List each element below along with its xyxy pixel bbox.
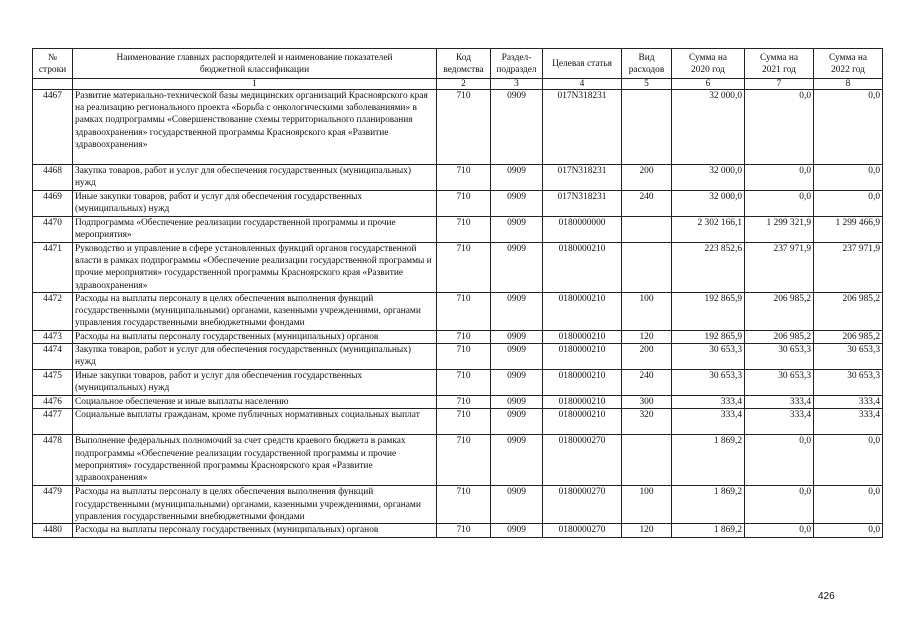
sum-2022-cell: 237 971,9 bbox=[814, 243, 883, 293]
table-row bbox=[33, 435, 883, 486]
sum-2020-cell: 30 653,3 bbox=[672, 344, 745, 370]
target-article-cell: 0180000210 bbox=[543, 370, 622, 396]
section-cell: 0909 bbox=[491, 90, 543, 165]
target-article-cell: 017N318231 bbox=[543, 191, 622, 217]
name-cell: Иные закупки товаров, работ и услуг для обеспечения государственных (муниципальных) нужд bbox=[73, 370, 437, 396]
sum-2021-cell: 30 653,3 bbox=[745, 344, 814, 370]
sum-2022-cell: 206 985,2 bbox=[814, 331, 883, 344]
table-row bbox=[33, 486, 883, 524]
sum-2022-cell: 30 653,3 bbox=[814, 370, 883, 396]
section-cell: 0909 bbox=[491, 486, 543, 524]
row-number-cell: 4468 bbox=[33, 165, 73, 191]
sum-2022-cell: 333,4 bbox=[814, 409, 883, 435]
section-cell: 0909 bbox=[491, 409, 543, 435]
table-row bbox=[33, 396, 883, 409]
sum-2022-cell: 30 653,3 bbox=[814, 344, 883, 370]
sum-2021-cell: 206 985,2 bbox=[745, 331, 814, 344]
sum-2021-cell: 0,0 bbox=[745, 90, 814, 165]
section-cell: 0909 bbox=[491, 435, 543, 486]
department-code-cell: 710 bbox=[437, 409, 491, 435]
table-header bbox=[33, 49, 883, 90]
sum-2021-cell: 0,0 bbox=[745, 435, 814, 486]
name-cell: Расходы на выплаты персоналу в целях обеспечения выполнения функций государственными (муниципальными) органами, казенными учреждениями, органами управления государственными внебюджетными фондами bbox=[73, 486, 437, 524]
sum-2021-cell: 0,0 bbox=[745, 191, 814, 217]
expense-type-cell bbox=[622, 217, 672, 243]
expense-type-cell: 100 bbox=[622, 293, 672, 331]
target-article-cell: 017N318231 bbox=[543, 165, 622, 191]
column-number bbox=[33, 79, 73, 90]
expense-type-cell: 100 bbox=[622, 486, 672, 524]
sum-2020-cell: 1 869,2 bbox=[672, 524, 745, 537]
target-article-cell: 0180000210 bbox=[543, 243, 622, 293]
row-number-cell: 4479 bbox=[33, 486, 73, 524]
expense-type-cell bbox=[622, 435, 672, 486]
column-number: 3 bbox=[491, 79, 543, 90]
row-number-cell: 4473 bbox=[33, 331, 73, 344]
department-code-cell: 710 bbox=[437, 90, 491, 165]
section-cell: 0909 bbox=[491, 191, 543, 217]
column-number: 1 bbox=[73, 79, 437, 90]
expense-type-cell: 320 bbox=[622, 409, 672, 435]
row-number-cell: 4477 bbox=[33, 409, 73, 435]
sum-2020-cell: 192 865,9 bbox=[672, 293, 745, 331]
section-cell: 0909 bbox=[491, 524, 543, 537]
row-number-cell: 4478 bbox=[33, 435, 73, 486]
expense-type-cell: 300 bbox=[622, 396, 672, 409]
row-number-cell: 4471 bbox=[33, 243, 73, 293]
department-code-cell: 710 bbox=[437, 524, 491, 537]
sum-2022-cell: 0,0 bbox=[814, 435, 883, 486]
sum-2020-cell: 1 869,2 bbox=[672, 435, 745, 486]
table-row bbox=[33, 331, 883, 344]
sum-2022-cell: 0,0 bbox=[814, 524, 883, 537]
table-row bbox=[33, 370, 883, 396]
row-number-cell: 4480 bbox=[33, 524, 73, 537]
column-number-row bbox=[33, 79, 883, 90]
header-department-code: Код ведомства bbox=[437, 49, 491, 79]
department-code-cell: 710 bbox=[437, 486, 491, 524]
section-cell: 0909 bbox=[491, 165, 543, 191]
column-number: 4 bbox=[543, 79, 622, 90]
section-cell: 0909 bbox=[491, 396, 543, 409]
expense-type-cell bbox=[622, 90, 672, 165]
header-row-number: № строки bbox=[33, 49, 73, 79]
sum-2022-cell: 0,0 bbox=[814, 191, 883, 217]
header-target-article: Целевая статья bbox=[543, 49, 622, 79]
row-number-cell: 4476 bbox=[33, 396, 73, 409]
header-name: Наименование главных распорядителей и наименование показателей бюджетной классификации bbox=[73, 49, 437, 79]
sum-2021-cell: 1 299 321,9 bbox=[745, 217, 814, 243]
header-row bbox=[33, 49, 883, 79]
department-code-cell: 710 bbox=[437, 293, 491, 331]
row-number-cell: 4467 bbox=[33, 90, 73, 165]
column-number: 6 bbox=[672, 79, 745, 90]
target-article-cell: 0180000210 bbox=[543, 396, 622, 409]
department-code-cell: 710 bbox=[437, 217, 491, 243]
sum-2020-cell: 32 000,0 bbox=[672, 191, 745, 217]
department-code-cell: 710 bbox=[437, 191, 491, 217]
target-article-cell: 0180000210 bbox=[543, 409, 622, 435]
sum-2022-cell: 1 299 466,9 bbox=[814, 217, 883, 243]
name-cell: Руководство и управление в сфере установленных функций органов государственной власти в рамках подпрограммы «Обеспечение реализации государственной программы и прочие мероприятия» государственной программы Красноярского края «Развитие здравоохранения» bbox=[73, 243, 437, 293]
sum-2021-cell: 0,0 bbox=[745, 165, 814, 191]
section-cell: 0909 bbox=[491, 370, 543, 396]
sum-2021-cell: 0,0 bbox=[745, 486, 814, 524]
target-article-cell: 0180000210 bbox=[543, 331, 622, 344]
sum-2020-cell: 333,4 bbox=[672, 396, 745, 409]
section-cell: 0909 bbox=[491, 344, 543, 370]
sum-2022-cell: 333,4 bbox=[814, 396, 883, 409]
expense-type-cell: 240 bbox=[622, 191, 672, 217]
table-row bbox=[33, 217, 883, 243]
department-code-cell: 710 bbox=[437, 165, 491, 191]
target-article-cell: 017N318231 bbox=[543, 90, 622, 165]
sum-2022-cell: 0,0 bbox=[814, 90, 883, 165]
section-cell: 0909 bbox=[491, 243, 543, 293]
table-row bbox=[33, 293, 883, 331]
target-article-cell: 0180000210 bbox=[543, 344, 622, 370]
budget-table bbox=[32, 48, 883, 538]
expense-type-cell: 120 bbox=[622, 524, 672, 537]
department-code-cell: 710 bbox=[437, 243, 491, 293]
name-cell: Расходы на выплаты персоналу государственных (муниципальных) органов bbox=[73, 524, 437, 537]
header-expense-type: Вид расходов bbox=[622, 49, 672, 79]
target-article-cell: 0180000270 bbox=[543, 524, 622, 537]
name-cell: Иные закупки товаров, работ и услуг для обеспечения государственных (муниципальных) нужд bbox=[73, 191, 437, 217]
expense-type-cell bbox=[622, 243, 672, 293]
expense-type-cell: 200 bbox=[622, 344, 672, 370]
header-sum-2021: Сумма на 2021 год bbox=[745, 49, 814, 79]
department-code-cell: 710 bbox=[437, 435, 491, 486]
sum-2021-cell: 333,4 bbox=[745, 396, 814, 409]
target-article-cell: 0180000210 bbox=[543, 293, 622, 331]
sum-2020-cell: 333,4 bbox=[672, 409, 745, 435]
row-number-cell: 4474 bbox=[33, 344, 73, 370]
sum-2020-cell: 192 865,9 bbox=[672, 331, 745, 344]
sum-2022-cell: 0,0 bbox=[814, 486, 883, 524]
sum-2021-cell: 30 653,3 bbox=[745, 370, 814, 396]
department-code-cell: 710 bbox=[437, 331, 491, 344]
table-row bbox=[33, 243, 883, 293]
column-number: 2 bbox=[437, 79, 491, 90]
table-row bbox=[33, 165, 883, 191]
section-cell: 0909 bbox=[491, 293, 543, 331]
sum-2020-cell: 32 000,0 bbox=[672, 165, 745, 191]
name-cell: Выполнение федеральных полномочий за счет средств краевого бюджета в рамках подпрограммы «Обеспечение реализации государственной программы и прочие мероприятия» государственной программы Красноярского края «Развитие здравоохранения» bbox=[73, 435, 437, 486]
expense-type-cell: 240 bbox=[622, 370, 672, 396]
sum-2020-cell: 2 302 166,1 bbox=[672, 217, 745, 243]
target-article-cell: 0180000270 bbox=[543, 486, 622, 524]
name-cell: Развитие материально-технической базы медицинских организаций Красноярского края на реализацию регионального проекта «Борьба с онкологическими заболеваниями» в рамках подпрограммы «Совершенствование схемы территориального планирования здравоохранения» государственной программы Красноярского края «Развитие здравоохранения» bbox=[73, 90, 437, 165]
expense-type-cell: 120 bbox=[622, 331, 672, 344]
column-number: 7 bbox=[745, 79, 814, 90]
name-cell: Закупка товаров, работ и услуг для обеспечения государственных (муниципальных) нужд bbox=[73, 344, 437, 370]
sum-2022-cell: 206 985,2 bbox=[814, 293, 883, 331]
name-cell: Социальные выплаты гражданам, кроме публичных нормативных социальных выплат bbox=[73, 409, 437, 435]
row-number-cell: 4472 bbox=[33, 293, 73, 331]
sum-2021-cell: 333,4 bbox=[745, 409, 814, 435]
table-row bbox=[33, 90, 883, 165]
table-row bbox=[33, 191, 883, 217]
sum-2021-cell: 237 971,9 bbox=[745, 243, 814, 293]
header-sum-2022: Сумма на 2022 год bbox=[814, 49, 883, 79]
section-cell: 0909 bbox=[491, 217, 543, 243]
table-row bbox=[33, 344, 883, 370]
row-number-cell: 4470 bbox=[33, 217, 73, 243]
department-code-cell: 710 bbox=[437, 344, 491, 370]
column-number: 5 bbox=[622, 79, 672, 90]
table-row bbox=[33, 524, 883, 537]
sum-2020-cell: 1 869,2 bbox=[672, 486, 745, 524]
header-sum-2020: Сумма на 2020 год bbox=[672, 49, 745, 79]
section-cell: 0909 bbox=[491, 331, 543, 344]
expense-type-cell: 200 bbox=[622, 165, 672, 191]
sum-2021-cell: 0,0 bbox=[745, 524, 814, 537]
name-cell: Социальное обеспечение и иные выплаты населению bbox=[73, 396, 437, 409]
name-cell: Расходы на выплаты персоналу в целях обеспечения выполнения функций государственными (муниципальными) органами, казенными учреждениями, органами управления государственными внебюджетными фондами bbox=[73, 293, 437, 331]
sum-2020-cell: 223 852,6 bbox=[672, 243, 745, 293]
row-number-cell: 4469 bbox=[33, 191, 73, 217]
column-number: 8 bbox=[814, 79, 883, 90]
sum-2021-cell: 206 985,2 bbox=[745, 293, 814, 331]
target-article-cell: 0180000000 bbox=[543, 217, 622, 243]
sum-2022-cell: 0,0 bbox=[814, 165, 883, 191]
table-body bbox=[33, 90, 883, 538]
target-article-cell: 0180000270 bbox=[543, 435, 622, 486]
name-cell: Расходы на выплаты персоналу государственных (муниципальных) органов bbox=[73, 331, 437, 344]
header-section: Раздел- подраздел bbox=[491, 49, 543, 79]
name-cell: Подпрограмма «Обеспечение реализации государственной программы и прочие мероприятия» bbox=[73, 217, 437, 243]
department-code-cell: 710 bbox=[437, 396, 491, 409]
table-row bbox=[33, 409, 883, 435]
page-number: 426 bbox=[818, 591, 835, 602]
sum-2020-cell: 30 653,3 bbox=[672, 370, 745, 396]
department-code-cell: 710 bbox=[437, 370, 491, 396]
name-cell: Закупка товаров, работ и услуг для обеспечения государственных (муниципальных) нужд bbox=[73, 165, 437, 191]
row-number-cell: 4475 bbox=[33, 370, 73, 396]
sum-2020-cell: 32 000,0 bbox=[672, 90, 745, 165]
